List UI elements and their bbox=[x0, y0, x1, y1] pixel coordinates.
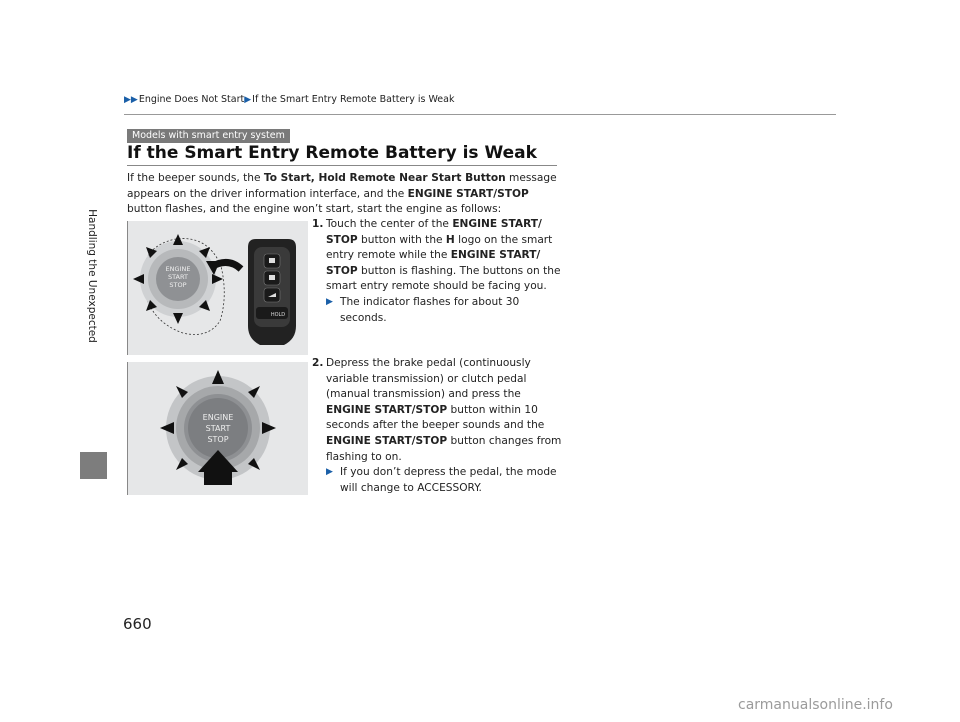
remote-hold-label: HOLD bbox=[270, 312, 286, 318]
breadcrumb-arrow-icon: ▶▶ bbox=[124, 95, 138, 105]
button-label-engine: ENGINE bbox=[165, 265, 191, 273]
button-label-start: START bbox=[205, 424, 231, 433]
illustration-remote-touch bbox=[127, 221, 308, 355]
header-rule bbox=[124, 114, 836, 115]
intro-paragraph: If the beeper sounds, the To Start, Hold Remote Near Start Button message appears on the driver information interface, and the ENGINE START/STOP button flashes, and the engine won’t start, start the engine as follows: bbox=[127, 172, 557, 216]
section-tab-marker bbox=[80, 452, 107, 479]
page-title: If the Smart Entry Remote Battery is Weak bbox=[127, 143, 537, 163]
button-label-stop: STOP bbox=[207, 435, 229, 444]
step-note: ▶ The indicator flashes for about 30 seconds. bbox=[326, 295, 520, 324]
breadcrumb-arrow-icon: ▶ bbox=[244, 95, 252, 105]
press-button-drawing bbox=[128, 362, 308, 495]
breadcrumb bbox=[124, 94, 454, 105]
step-1 bbox=[312, 217, 562, 326]
page-number: 660 bbox=[123, 615, 152, 633]
section-side-label: Handling the Unexpected bbox=[86, 209, 98, 343]
step-text: Touch the center of the ENGINE START/ STOP button with the H logo on the smart entry remote while the ENGINE START/ STOP button is flashing. The buttons on the smart entry remote should be facing you. bbox=[326, 218, 561, 293]
step-number: 2. bbox=[312, 357, 324, 369]
model-badge: Models with smart entry system bbox=[127, 129, 290, 143]
step-2 bbox=[312, 356, 562, 496]
breadcrumb-item[interactable]: Engine Does Not Start bbox=[138, 94, 245, 105]
button-label-start: START bbox=[167, 273, 189, 281]
watermark: carmanualsonline.info bbox=[738, 697, 893, 713]
button-label-stop: STOP bbox=[169, 281, 187, 289]
step-note: ▶ If you don’t depress the pedal, the mode will change to ACCESSORY. bbox=[326, 466, 557, 494]
smart-remote-icon bbox=[248, 239, 296, 345]
breadcrumb-item[interactable]: If the Smart Entry Remote Battery is Weak bbox=[252, 94, 455, 105]
title-rule bbox=[127, 165, 557, 166]
illustration-press-button bbox=[127, 362, 308, 495]
step-text: Depress the brake pedal (continuously variable transmission) or clutch pedal (manual transmission) and press the ENGINE START/STOP button within 10 seconds after the beeper sounds and the ENGINE START/STOP button changes from flashing to on. bbox=[326, 357, 562, 463]
note-arrow-icon: ▶ bbox=[326, 296, 333, 307]
note-arrow-icon: ▶ bbox=[326, 467, 333, 478]
remote-touch-drawing bbox=[128, 221, 308, 355]
step-number: 1. bbox=[312, 218, 324, 230]
button-label-engine: ENGINE bbox=[202, 413, 234, 422]
